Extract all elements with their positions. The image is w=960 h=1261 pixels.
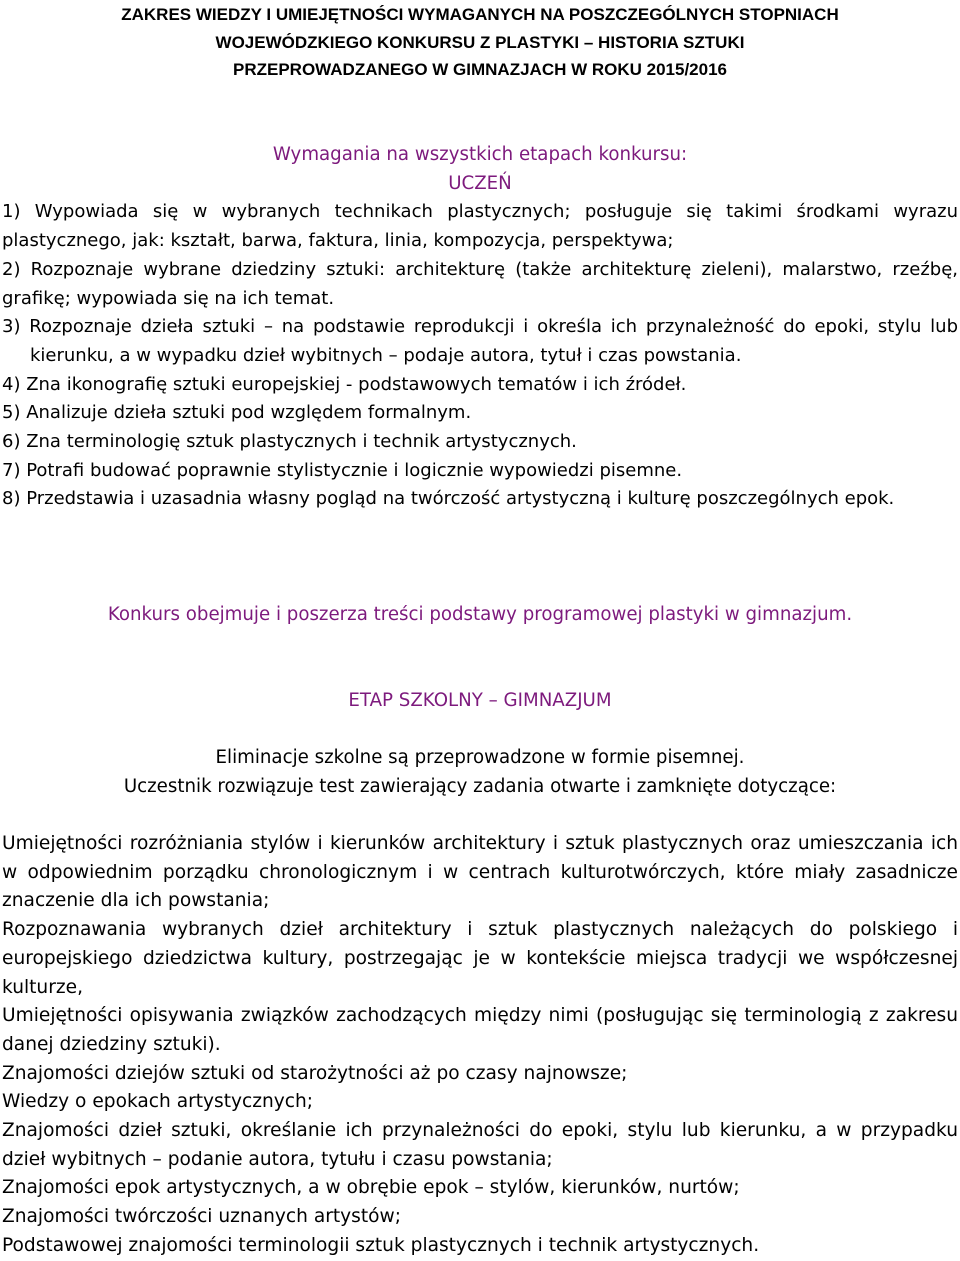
elimination-line-1: Eliminacje szkolne są przeprowadzone w formie pisemnej.: [215, 747, 745, 768]
requirement-item-1: 1) Wypowiada się w wybranych technikach plastycznych; posługuje się takimi środkami wyrazu plastycznego, jak: kształt, barwa, faktura, linia, kompozycja, perspektywa;: [2, 201, 958, 252]
requirement-item-7: 7) Potrafi budować poprawnie stylistycznie i logicznie wypowiedzi pisemne.: [2, 459, 683, 481]
requirement-item-5: 5) Analizuje dzieła sztuki pod względem formalnym.: [2, 402, 472, 424]
elimination-line-2: Uczestnik rozwiązuje test zawierający zadania otwarte i zamknięte dotyczące:: [123, 775, 837, 797]
skill-item-7: Znajomości epok artystycznych, a w obrębie epok – stylów, kierunków, nurtów;: [2, 1177, 740, 1199]
skills-section: [0, 830, 960, 1261]
konkurs-note: Konkurs obejmuje i poszerza treści podstawy programowej plastyki w gimnazjum.: [107, 604, 853, 625]
requirement-item-4: 4) Zna ikonografię sztuki europejskiej - podstawowych tematów i ich źródeł.: [2, 373, 687, 395]
skill-item-1: Umiejętności rozróżniania stylów i kierunków architektury i sztuk plastycznych oraz umieszczania ich w odpowiednim porządku chronologicznym i w centrach kulturotwórczych, które miały zasadnicze znaczenie dla ich powstania;: [2, 833, 958, 912]
header-line-2: WOJEWÓDZKIEGO KONKURSU Z PLASTYKI – HISTORIA SZTUKI: [215, 32, 745, 52]
requirements-title: Wymagania na wszystkich etapach konkursu:: [272, 144, 688, 165]
skill-item-2: Rozpoznawania wybranych dzieł architektury i sztuk plastycznych należących do polskiego i europejskiego dziedzictwa kultury, postrzegając je w kontekście miejsca tradycji we współczesnej kulturze,: [2, 919, 958, 998]
skill-item-4: Znajomości dziejów sztuki od starożytności aż po czasy najnowsze;: [2, 1062, 628, 1084]
header-line-3: PRZEPROWADZANEGO W GIMNAZJACH W ROKU 2015/2016: [232, 60, 727, 79]
requirements-section: [0, 141, 960, 514]
skill-item-3: Umiejętności opisywania związków zachodzących między nimi (posługując się terminologią z zakresu danej dziedziny sztuki).: [2, 1005, 958, 1055]
skill-item-5: Wiedzy o epokach artystycznych;: [2, 1091, 314, 1113]
header-line-1: ZAKRES WIEDZY I UMIEJĘTNOŚCI WYMAGANYCH NA POSZCZEGÓLNYCH STOPNIACH: [121, 5, 839, 24]
skill-item-6: Znajomości dzieł sztuki, określanie ich przynależności do epoki, stylu lub kierunku, a w przypadku dzieł wybitnych – podanie autora, tytułu i czasu powstania;: [2, 1120, 958, 1170]
requirement-item-8: 8) Przedstawia i uzasadnia własny pogląd na twórczość artystyczną i kulturę poszczególnych epok.: [2, 488, 895, 510]
elimination-section: [0, 744, 960, 801]
requirements-subtitle: UCZEŃ: [448, 172, 512, 194]
requirement-item-3: 3) Rozpoznaje dzieła sztuki – na podstawie reprodukcji i określa ich przynależność do epoki, stylu lub kierunku, a w wypadku dzieł wybitnych – podaje autora, tytuł i czas powstania.: [2, 316, 958, 366]
skill-item-9: Podstawowej znajomości terminologii sztuk plastycznych i technik artystycznych.: [2, 1234, 760, 1256]
document-header: [0, 0, 960, 84]
requirement-item-2: 2) Rozpoznaje wybrane dziedziny sztuki: architekturę (także architekturę zieleni), malarstwo, rzeźbę, grafikę; wypowiada się na ich temat.: [2, 258, 958, 309]
etap-title: ETAP SZKOLNY – GIMNAZJUM: [348, 690, 612, 711]
requirement-item-6: 6) Zna terminologię sztuk plastycznych i technik artystycznych.: [2, 431, 577, 453]
skill-item-8: Znajomości twórczości uznanych artystów;: [2, 1206, 401, 1228]
